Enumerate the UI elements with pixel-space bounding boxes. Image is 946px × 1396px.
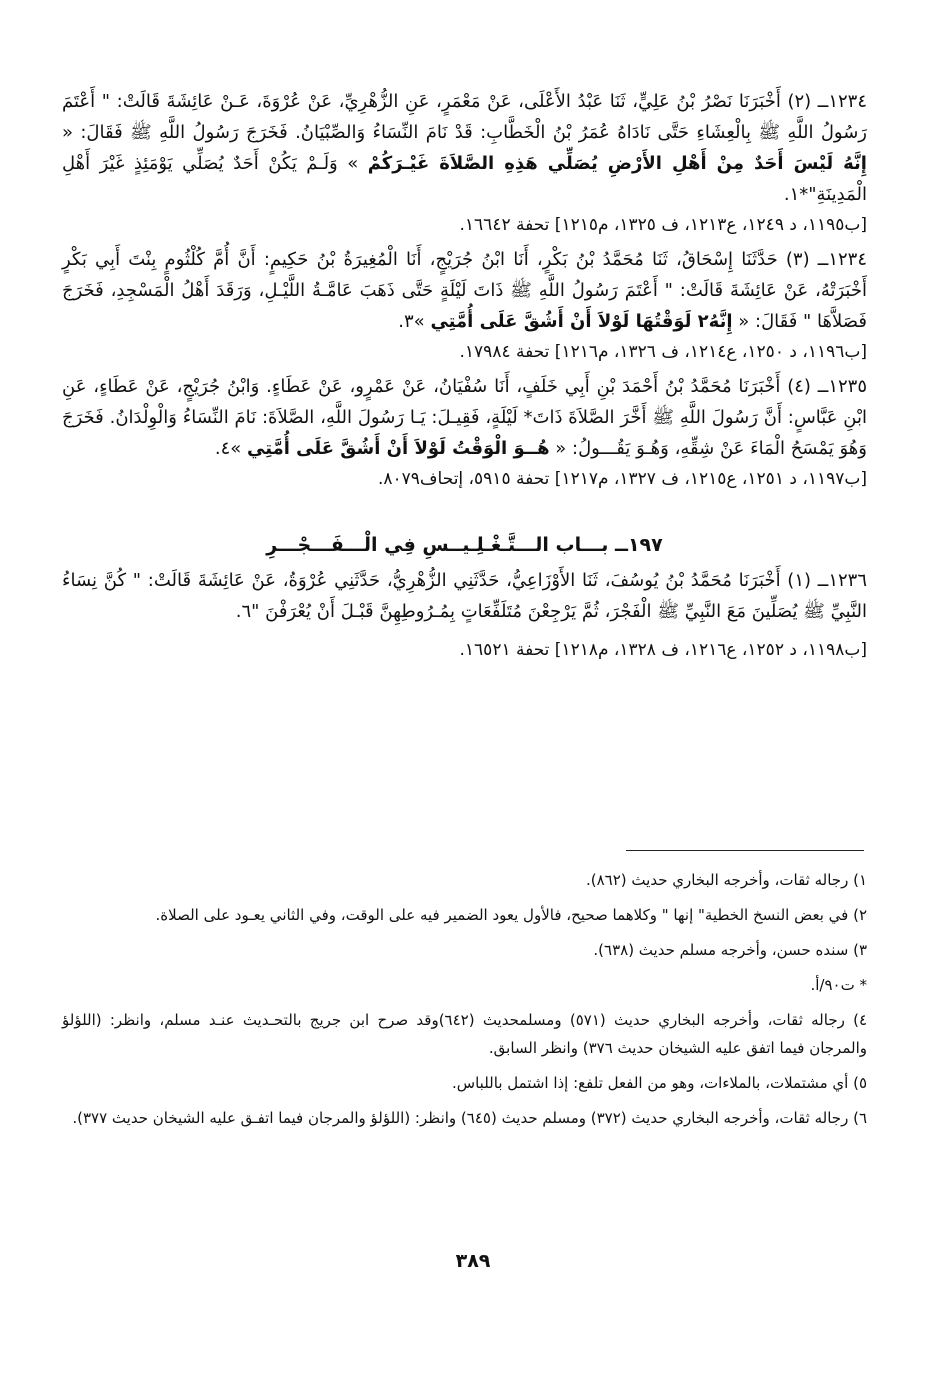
hadith-1235	[62, 371, 867, 464]
footnote: ٤) رجاله ثقات، وأخرجه البخاري حديث (٥٧١) ومسلمحديث (٦٤٢)وقد صرح ابن جريج بالتحـديث عنـد مسلم، وانظر: (اللؤلؤ والمرجان فيما اتفق عليه الشيخان حديث ٣٧٦) وانظر السابق.	[62, 1011, 867, 1057]
chapter-title: ١٩٧ــ بـــاب الـــتَّـغْـلِـيــسِ فِي الْـــفَـــجْـــرِ	[266, 534, 663, 556]
hadith-text: ١٢٣٤ــ (٢) أَخْبَرَنَا نَصْرُ بْنُ عَلِيٍّ، ثَنَا عَبْدُ الأَعْلَى، عَنْ مَعْمَرٍ، عَنِ الزُّهْرِيِّ، عَنْ عُرْوَةَ، عَـنْ عَائِشَةَ قَالَتْ: " أَعْتَمَ رَسُولُ اللَّهِ ﷺ بِالْعِشَاءِ حَتَّى نَادَاهُ عُمَرُ بْنُ الْخَطَّابِ: قَدْ نَامَ النِّسَاءُ وَالصِّبْيَانُ. فَخَرَجَ رَسُولُ اللَّهِ ﷺ فَقَالَ: «	[62, 91, 867, 143]
footnote: ١) رجاله ثقات، وأخرجه البخاري حديث (٨٦٢).	[586, 871, 867, 889]
hadith-text-after: »٤.	[214, 438, 242, 459]
page-number: ٣٨٩	[455, 1250, 491, 1272]
hadith-text: ١٢٣٤ــ (٣) حَدَّثَنَا إِسْحَاقُ، ثَنَا مُحَمَّدُ بْنُ بَكْرٍ، أَنَا ابْنُ جُرَيْجٍ، أَنَا الْمُغِيرَةُ بْنُ حَكِيمٍ: أَنَّ أُمَّ كُلْثُومٍ بِنْتَ أَبِي بَكْرٍ أَخْبَرَتْهُ، عَنْ عَائِشَةَ قَالَتْ: " أَعْتَمَ رَسُولُ اللَّهِ ﷺ ذَاتَ لَيْلَةٍ حَتَّى ذَهَبَ عَامَّـةُ اللَّيْـلِ، وَرَقَدَ أَهْلُ الْمَسْجِدِ، فَخَرَجَ فَصَلاَّهَا " فَقَالَ: «	[62, 249, 867, 332]
hadith-quote: إِنَّهُ٢ لَوَقْتُهَا لَوْلاَ أَنْ أَشُقَّ عَلَى أُمَّتِي	[430, 311, 733, 332]
hadith-reference: [ب١١٩٥، د ١٢٤٩، ع١٢١٣، ف ١٣٢٥، م١٢١٥] تحفة ١٦٦٤٢.	[459, 215, 867, 235]
hadith-text-after: » وَلَـمْ يَكُنْ أَحَدٌ يُصَلِّي يَوْمَئِذٍ غَيْرَ أَهْلِ الْمَدِينَةِ"*١.	[62, 153, 867, 205]
footnote: ٣) سنده حسن، وأخرجه مسلم حديث (٦٣٨).	[593, 941, 867, 959]
hadith-text-after: »٣.	[398, 311, 425, 332]
hadith-1234-2	[62, 86, 867, 210]
hadith-reference: [ب١١٩٨، د ١٢٥٢، ع١٢١٦، ف ١٣٢٨، م١٢١٨] تحفة ١٦٥٢١.	[459, 640, 867, 660]
hadith-quote: إِنَّهُ لَيْسَ أَحَدٌ مِنْ أَهْلِ الأَرْضِ يُصَلِّي هَذِهِ الصَّلاَةَ غَيْـرَكُمْ	[367, 153, 867, 174]
footnotes	[62, 866, 867, 1139]
hadith-text: ١٢٣٥ــ (٤) أَخْبَرَنَا مُحَمَّدُ بْنُ أَحْمَدَ بْنِ أَبِي خَلَفٍ، أَنَا سُفْيَانُ، عَنْ عَمْرٍو، عَنْ عَطَاءٍ. وَابْنُ جُرَيْجٍ، عَنْ عَطَاءٍ، عَنِ ابْنِ عَبَّاسٍ: أَنَّ رَسُولَ اللَّهِ ﷺ أَخَّرَ الصَّلاَةَ ذَاتَ* لَيْلَةٍ، فَقِيـلَ: يَـا رَسُولَ اللَّهِ، الصَّلاَةَ: نَامَ النِّسَاءُ وَالْوِلْدَانُ. فَخَرَجَ وَهُوَ يَمْسَحُ الْمَاءَ عَنْ شِقِّهِ، وَهُـوَ يَقُـــولُ: «	[62, 376, 867, 459]
footnote-separator	[626, 850, 864, 851]
footnote: ٦) رجاله ثقات، وأخرجه البخاري حديث (٣٧٢) ومسلم حديث (٦٤٥) وانظر: (اللؤلؤ والمرجان فيما اتفـق عليه الشيخان حديث ٣٧٧).	[72, 1109, 867, 1127]
hadith-reference: [ب١١٩٧، د ١٢٥١، ع١٢١٥، ف ١٣٢٧، م١٢١٧] تحفة ٥٩١٥، إتحاف٨٠٧٩.	[377, 469, 867, 489]
hadith-reference: [ب١١٩٦، د ١٢٥٠، ع١٢١٤، ف ١٣٢٦، م١٢١٦] تحفة ١٧٩٨٤.	[459, 342, 867, 362]
footnote: ٢) في بعض النسخ الخطية" إنها " وكلاهما صحيح، فالأول يعود الضمير فيه على الوقت، وفي الثاني يعـود على الصلاة.	[155, 906, 867, 924]
hadith-quote: هُــوَ الْوَقْتُ لَوْلاَ أَنْ أَشُقَّ عَلَى أُمَّتِي	[247, 438, 550, 459]
hadith-1234-3	[62, 244, 867, 337]
footnote: ٥) أي مشتملات، بالملاءات، وهو من الفعل تلفع: إذا اشتمل باللباس.	[452, 1074, 867, 1092]
main-text	[62, 86, 867, 669]
footnote: * ت٩٠/أ.	[810, 976, 867, 994]
hadith-1236: ١٢٣٦ــ (١) أَخْبَرَنَا مُحَمَّدُ بْنُ يُوسُفَ، ثَنَا الأَوْزَاعِيُّ، حَدَّثَنِي الزُّهْرِيُّ، حَدَّثَنِي عُرْوَةُ، عَنْ عَائِشَةَ قَالَتْ: " كُنَّ نِسَاءُ النَّبِيِّ ﷺ يُصَلِّينَ مَعَ النَّبِيِّ ﷺ الْفَجْرَ، ثُمَّ يَرْجِعْنَ مُتَلَفِّعَاتٍ بِمُـرُوطِهِنَّ قَبْـلَ أَنْ يُعْرَفْنَ "٦.	[62, 570, 867, 622]
